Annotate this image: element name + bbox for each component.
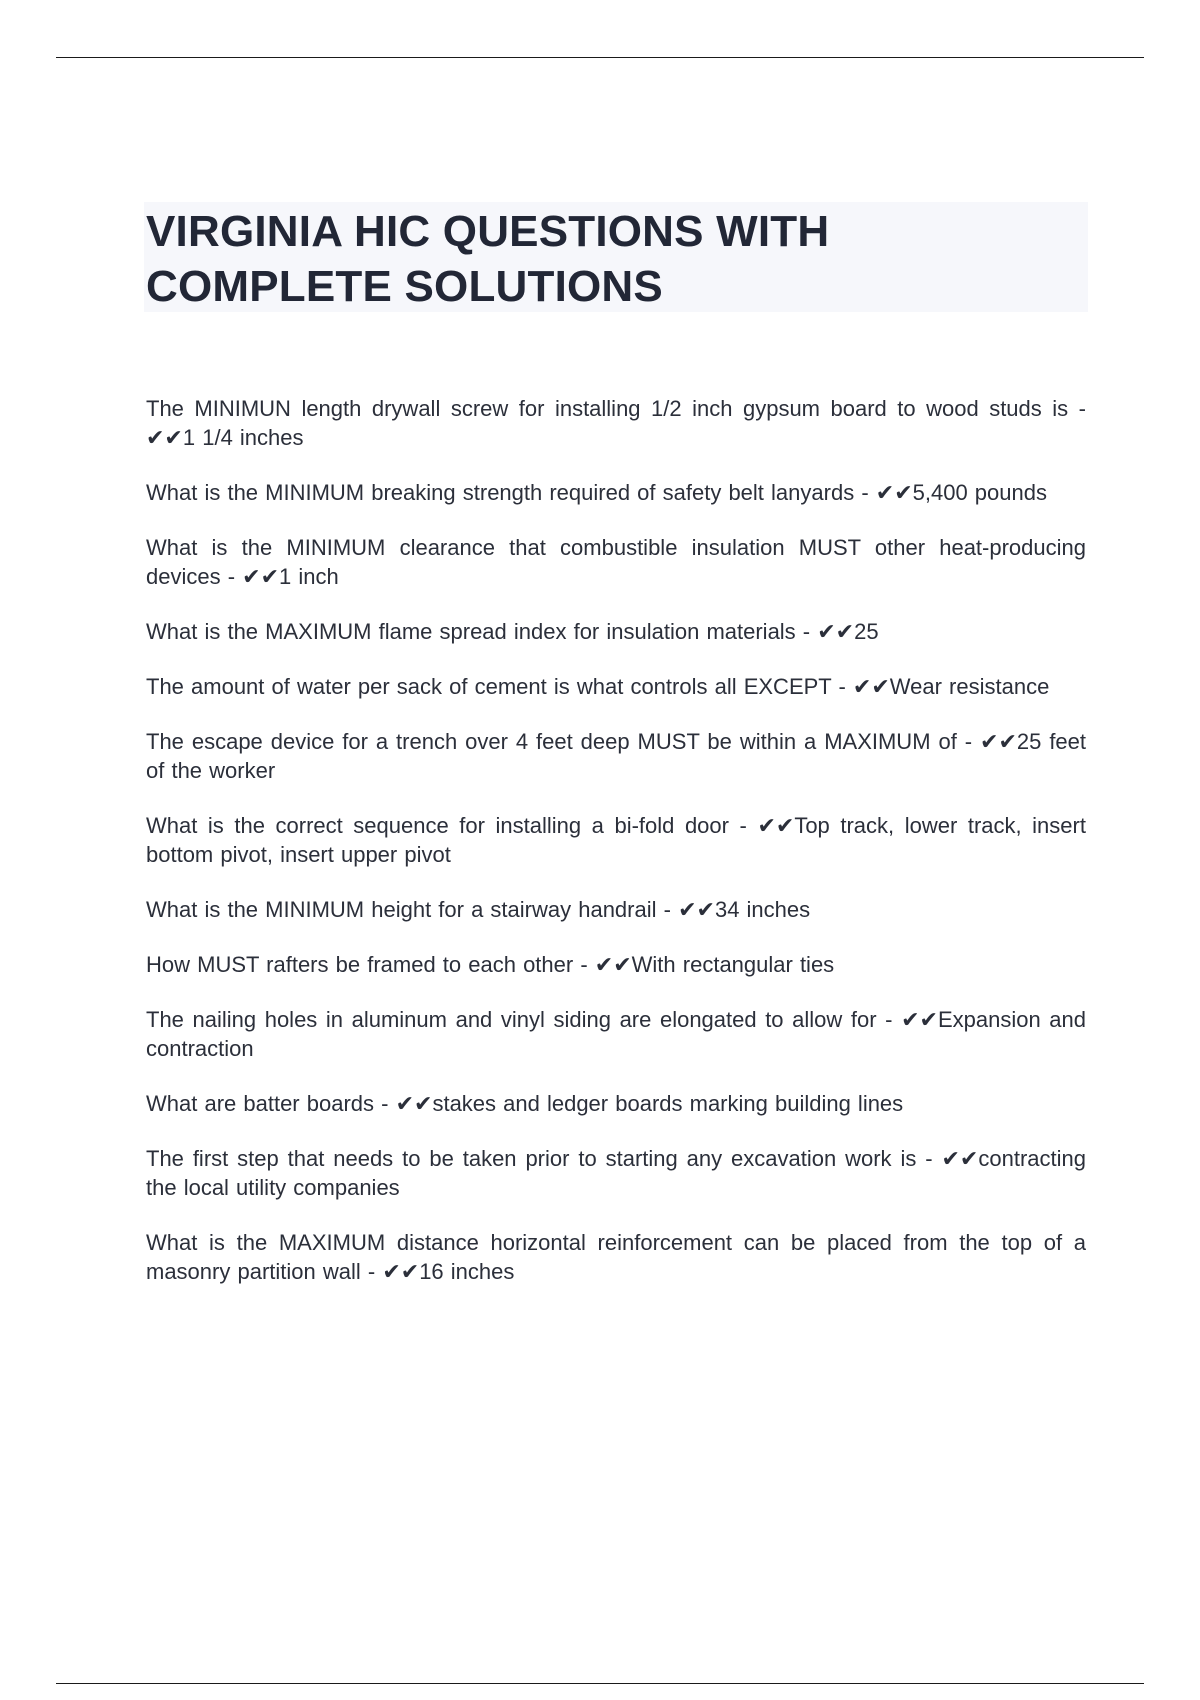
checkmark-icon: ✔✔ [594,952,632,977]
checkmark-icon: ✔✔ [757,813,795,838]
checkmark-icon: ✔✔ [817,619,855,644]
qa-item [146,895,1086,924]
answer-text: contracting the local utility companies [146,1146,1086,1200]
question-text: What is the correct sequence for installing a bi-fold door [146,813,729,838]
qa-item [146,1144,1086,1202]
separator: - [956,729,981,754]
separator: - [374,1091,396,1116]
question-text: The MINIMUN length drywall screw for installing 1/2 inch gypsum board to wood studs is [146,396,1069,421]
qa-item [146,617,1086,646]
question-text: What is the MAXIMUM flame spread index for insulation materials [146,619,796,644]
qa-item [146,394,1086,452]
checkmark-icon: ✔✔ [382,1259,420,1284]
checkmark-icon: ✔✔ [852,674,890,699]
separator: - [573,952,595,977]
qa-item [146,672,1086,701]
answer-text: Top track, lower track, insert bottom pivot, insert upper pivot [146,813,1086,867]
separator: - [876,1007,902,1032]
question-text: The nailing holes in aluminum and vinyl siding are elongated to allow for [146,1007,877,1032]
separator: - [854,480,876,505]
answer-text: 1 1/4 inches [182,425,304,450]
checkmark-icon: ✔✔ [980,729,1017,754]
separator: - [220,564,243,589]
answer-text: 25 feet of the worker [146,729,1087,783]
question-text: What are batter boards [146,1091,375,1116]
question-text: The first step that needs to be taken prior to starting any excavation work is [146,1146,917,1171]
answer-text: Wear resistance [889,674,1050,699]
checkmark-icon: ✔✔ [395,1091,433,1116]
question-text: What is the MINIMUM height for a stairway handrail [146,897,657,922]
qa-item [146,1005,1086,1063]
checkmark-icon: ✔✔ [146,425,183,450]
answer-text: Expansion and contraction [146,1007,1086,1061]
checkmark-icon: ✔✔ [242,564,280,589]
answer-text: stakes and ledger boards marking building lines [432,1091,904,1116]
answer-text: 16 inches [419,1259,515,1284]
question-text: The escape device for a trench over 4 feet deep MUST be within a MAXIMUM of [146,729,957,754]
footer-rule [56,1683,1144,1684]
qa-item [146,478,1086,507]
header-rule [56,57,1144,58]
qa-item [146,727,1086,785]
separator: - [831,674,853,699]
qa-item [146,1089,1086,1118]
answer-text: 1 inch [279,564,339,589]
qa-item [146,533,1086,591]
checkmark-icon: ✔✔ [901,1007,938,1032]
checkmark-icon: ✔✔ [678,897,715,922]
answer-text: With rectangular ties [631,952,835,977]
question-text: What is the MAXIMUM distance horizontal reinforcement can be placed from the top of a masonry partition wall [146,1230,1086,1284]
separator: - [728,813,758,838]
question-text: The amount of water per sack of cement is what controls all EXCEPT [146,674,832,699]
question-text: How MUST rafters be framed to each other [146,952,574,977]
answer-text: 25 [854,619,879,644]
answer-text: 34 inches [714,897,811,922]
qa-item [146,811,1086,869]
separator: - [360,1259,383,1284]
qa-item [146,1228,1086,1286]
document-title: VIRGINIA HIC QUESTIONS WITH COMPLETE SOLUTIONS [146,207,830,311]
separator: - [795,619,818,644]
checkmark-icon: ✔✔ [875,480,913,505]
separator: - [916,1146,942,1171]
checkmark-icon: ✔✔ [941,1146,979,1171]
question-text: What is the MINIMUM breaking strength required of safety belt lanyards [146,480,855,505]
qa-item [146,950,1086,979]
question-text: What is the MINIMUM clearance that combustible insulation MUST other heat-producing devices [146,535,1086,589]
separator: - [656,897,679,922]
qa-list [146,394,1086,1286]
separator: - [1068,396,1086,421]
answer-text: 5,400 pounds [912,480,1047,505]
